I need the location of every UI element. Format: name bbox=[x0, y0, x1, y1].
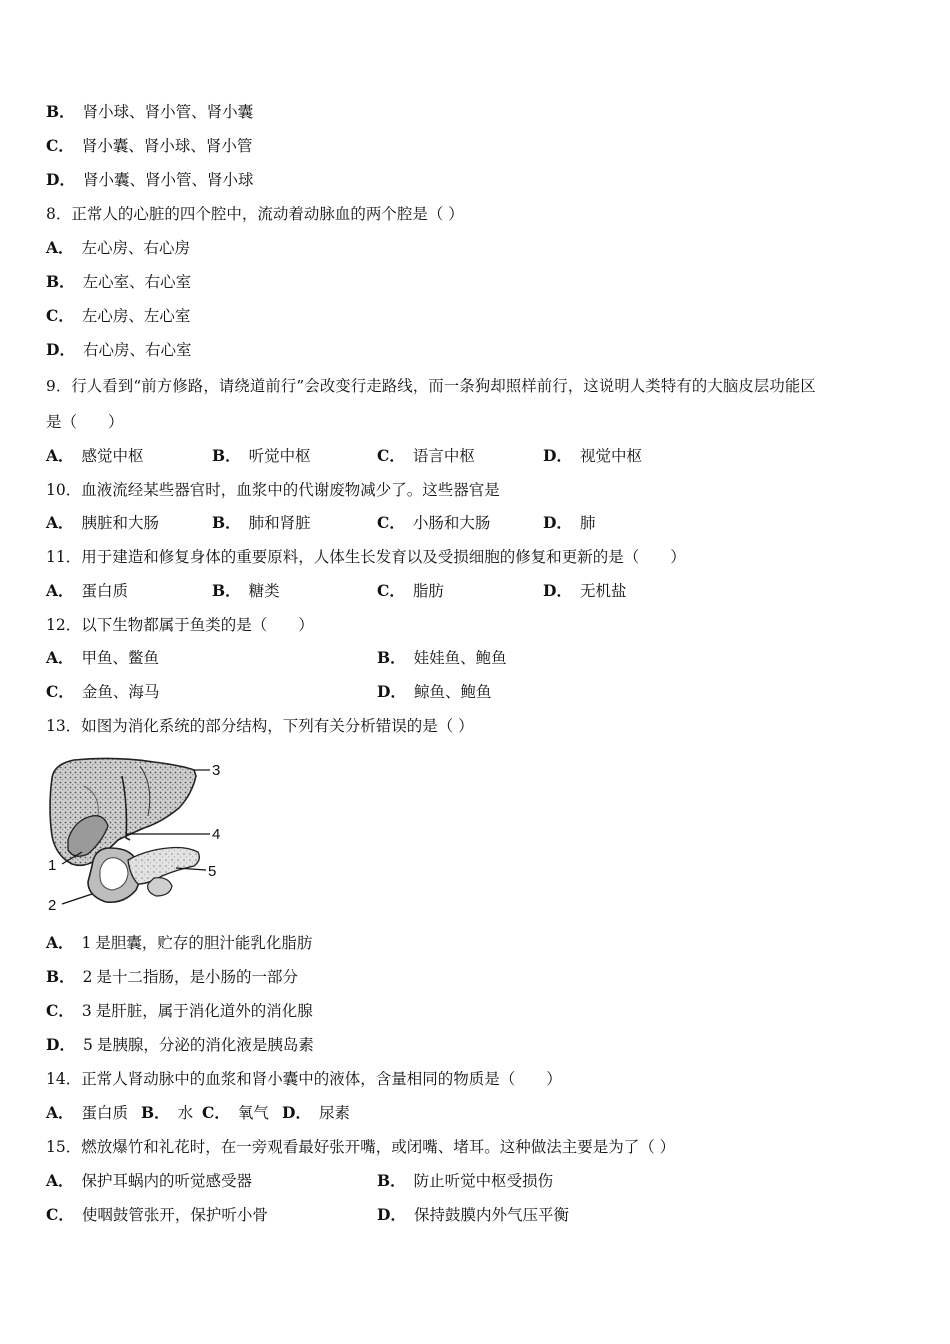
q7-option-c: C． 肾小囊、肾小球、肾小管 bbox=[46, 136, 253, 155]
q10-stem: 10．血液流经某些器官时，血浆中的代谢废物减少了。这些器官是 bbox=[46, 481, 500, 499]
pancreas-shape bbox=[128, 848, 199, 897]
q11-stem: 11．用于建造和修复身体的重要原料，人体生长发育以及受损细胞的修复和更新的是（ ） bbox=[46, 548, 686, 566]
q15-stem: 15．燃放爆竹和礼花时，在一旁观看最好张开嘴，或闭嘴、堵耳。这种做法主要是为了（ ） bbox=[46, 1138, 676, 1156]
q13-option-d: D． 5 是胰腺，分泌的消化液是胰岛素 bbox=[46, 1035, 314, 1054]
figure-label-5: 5 bbox=[208, 863, 217, 880]
q8-option-b: B． 左心室、右心室 bbox=[46, 272, 192, 291]
q9-option-b: B． 听觉中枢 bbox=[212, 446, 311, 465]
figure-label-4: 4 bbox=[212, 826, 221, 843]
q14-stem: 14．正常人肾动脉中的血浆和肾小囊中的液体，含量相同的物质是（ ） bbox=[46, 1070, 562, 1088]
q15-option-a: A． 保护耳蜗内的听觉感受器 bbox=[46, 1171, 253, 1190]
q8-option-a: A． 左心房、右心房 bbox=[46, 238, 191, 257]
q12-option-b: B． 娃娃鱼、鲍鱼 bbox=[377, 648, 507, 667]
q13-option-b: B． 2 是十二指肠，是小肠的一部分 bbox=[46, 967, 298, 986]
q10-option-a: A． 胰脏和大肠 bbox=[46, 513, 160, 532]
q7-option-d: D． 肾小囊、肾小管、肾小球 bbox=[46, 170, 254, 189]
q15-option-c: C． 使咽鼓管张开，保护听小骨 bbox=[46, 1205, 268, 1224]
q13-stem: 13．如图为消化系统的部分结构，下列有关分析错误的是（ ） bbox=[46, 717, 474, 735]
figure-label-3: 3 bbox=[212, 762, 221, 779]
figure-label-1: 1 bbox=[48, 857, 57, 874]
q12-option-d: D． 鲸鱼、鲍鱼 bbox=[377, 682, 492, 701]
q8-option-c: C． 左心房、左心室 bbox=[46, 306, 191, 325]
q11-option-d: D． 无机盐 bbox=[543, 581, 627, 600]
q14-option-a: A． 蛋白质 bbox=[46, 1103, 129, 1122]
q10-option-b: B． 肺和肾脏 bbox=[212, 513, 311, 532]
figure-label-2: 2 bbox=[48, 897, 57, 914]
q8-stem: 8．正常人的心脏的四个腔中，流动着动脉血的两个腔是（ ） bbox=[46, 205, 464, 223]
digestive-system-figure bbox=[44, 756, 229, 914]
q8-option-d: D． 右心房、右心室 bbox=[46, 340, 192, 359]
q9-option-c: C． 语言中枢 bbox=[377, 446, 475, 465]
q10-option-c: C． 小肠和大肠 bbox=[377, 513, 491, 532]
q11-option-c: C． 脂肪 bbox=[377, 581, 444, 600]
q15-option-d: D． 保持鼓膜内外气压平衡 bbox=[377, 1205, 569, 1224]
q12-stem: 12．以下生物都属于鱼类的是（ ） bbox=[46, 616, 314, 634]
q9-stem-line1: 9．行人看到“前方修路，请绕道前行”会改变行走路线，而一条狗却照样前行，这说明人类特有的大脑皮层功能区 bbox=[46, 377, 816, 395]
q9-option-d: D． 视觉中枢 bbox=[543, 446, 642, 465]
q9-stem-line2: 是（ ） bbox=[46, 413, 124, 431]
q11-option-b: B． 糖类 bbox=[212, 581, 280, 600]
q10-option-d: D． 肺 bbox=[543, 513, 596, 532]
q9-option-a: A． 感觉中枢 bbox=[46, 446, 144, 465]
q14-option-d: D． 尿素 bbox=[282, 1103, 350, 1122]
q14-option-b: B． 水 bbox=[141, 1103, 194, 1122]
q11-option-a: A． 蛋白质 bbox=[46, 581, 129, 600]
q15-option-b: B． 防止听觉中枢受损伤 bbox=[377, 1171, 554, 1190]
q13-option-a: A． 1 是胆囊，贮存的胆汁能乳化脂肪 bbox=[46, 933, 313, 952]
q7-option-b: B． 肾小球、肾小管、肾小囊 bbox=[46, 102, 254, 121]
q12-option-c: C． 金鱼、海马 bbox=[46, 682, 160, 701]
q12-option-a: A． 甲鱼、鳖鱼 bbox=[46, 648, 160, 667]
q14-option-c: C． 氧气 bbox=[202, 1103, 269, 1122]
q13-option-c: C． 3 是肝脏，属于消化道外的消化腺 bbox=[46, 1001, 313, 1020]
